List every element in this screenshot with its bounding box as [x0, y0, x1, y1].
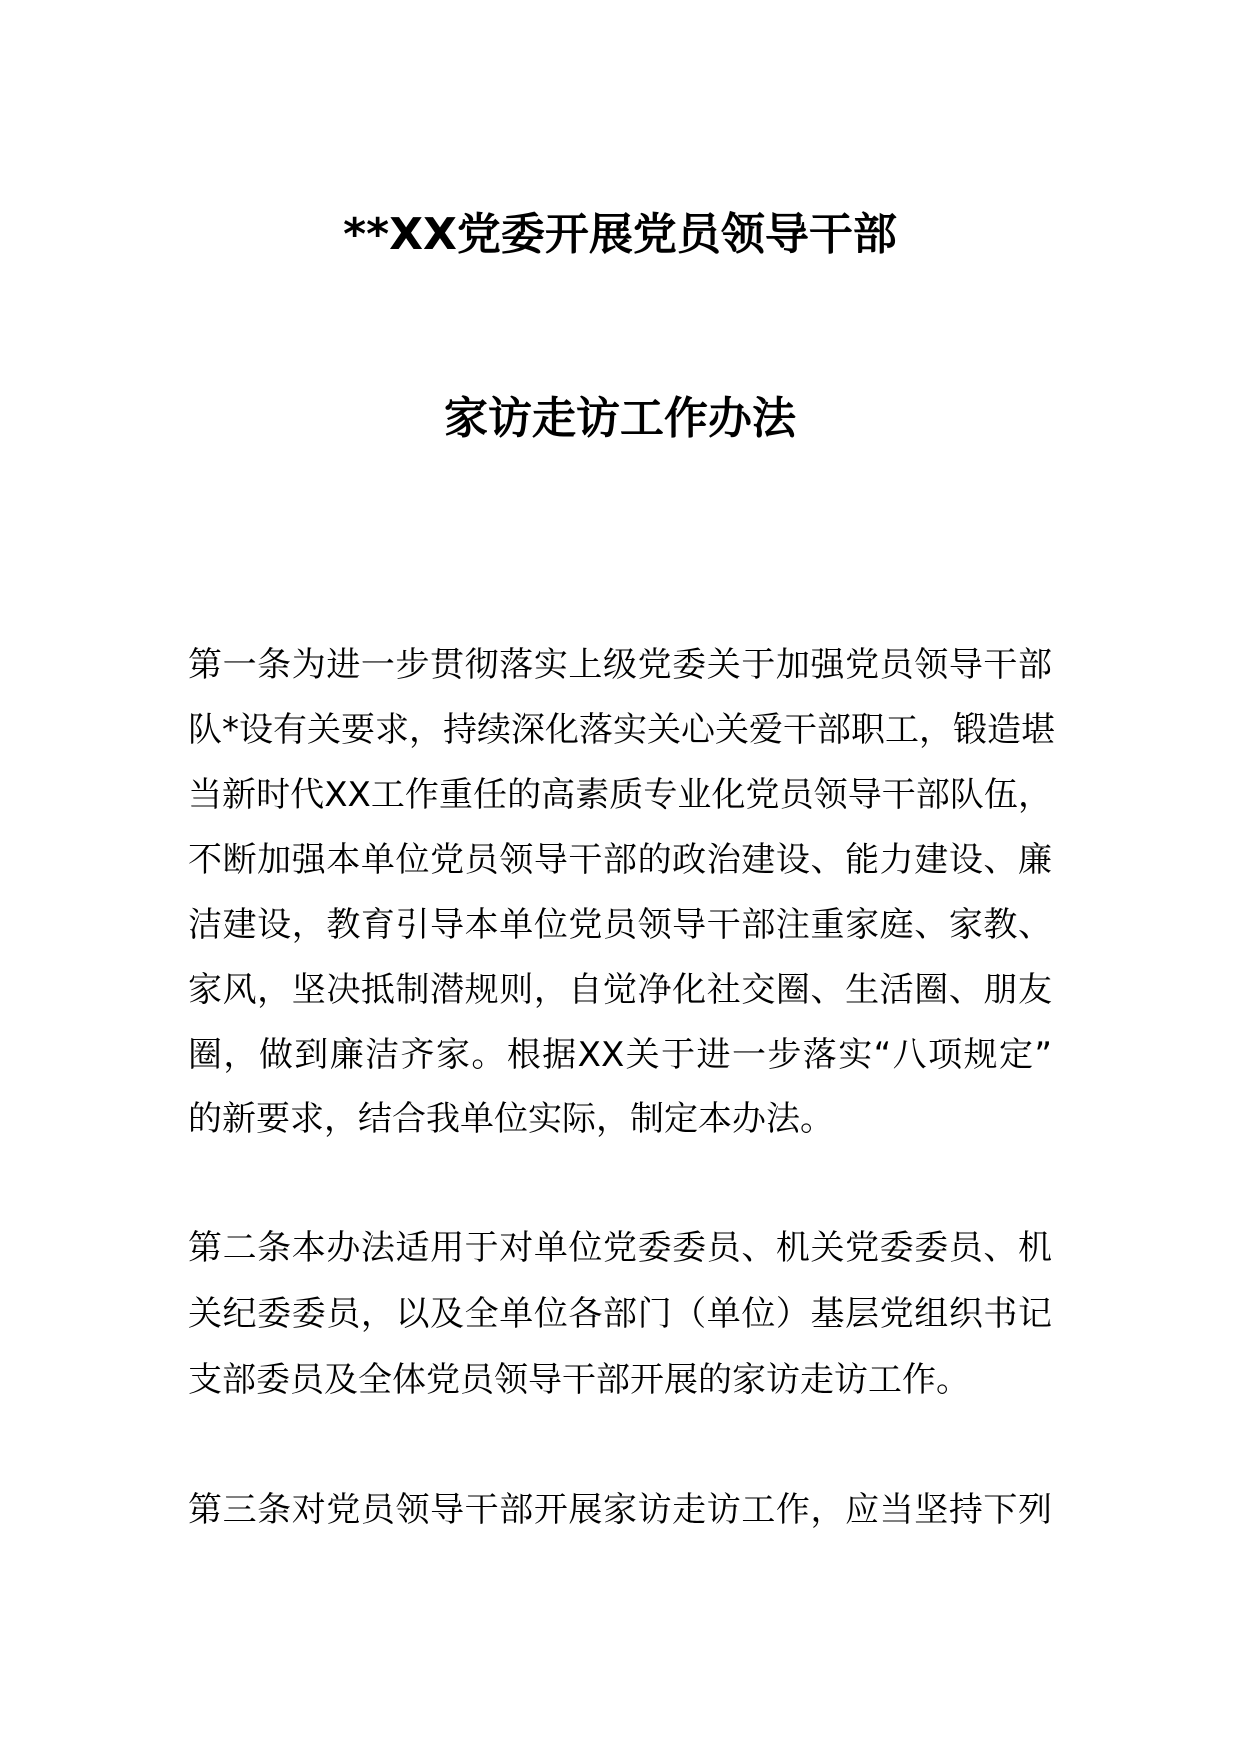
paragraph-line: 第一条为进一步贯彻落实上级党委关于加强党员领导干部: [188, 645, 1052, 685]
paragraph-line: 支部委员及全体党员领导干部开展的家访走访工作。: [188, 1360, 970, 1400]
paragraph-line: 关纪委委员，以及全单位各部门（单位）基层党组织书记: [188, 1294, 1052, 1334]
paragraph-line: 第二条本办法适用于对单位党委委员、机关党委委员、机: [188, 1228, 1052, 1268]
paragraph-line: 的新要求，结合我单位实际，制定本办法。: [188, 1099, 834, 1139]
paragraph-line: 队*设有关要求，持续深化落实关心关爱干部职工，锻造堪: [188, 710, 1055, 750]
document-title-line-2: 家访走访工作办法: [444, 393, 796, 444]
document-title-line-1: **XX党委开展党员领导干部: [343, 209, 897, 260]
paragraph-line: 不断加强本单位党员领导干部的政治建设、能力建设、廉: [188, 840, 1052, 880]
paragraph-line: 当新时代XX工作重任的高素质专业化党员领导干部队伍，: [188, 775, 1052, 815]
paragraph-line: 圈，做到廉洁齐家。根据XX关于进一步落实“八项规定”: [188, 1035, 1052, 1075]
paragraph-line: 家风，坚决抵制潜规则，自觉净化社交圈、生活圈、朋友: [188, 970, 1052, 1010]
paragraph-line: 洁建设，教育引导本单位党员领导干部注重家庭、家教、: [188, 905, 1052, 945]
paragraph-line: 第三条对党员领导干部开展家访走访工作，应当坚持下列: [188, 1490, 1052, 1530]
